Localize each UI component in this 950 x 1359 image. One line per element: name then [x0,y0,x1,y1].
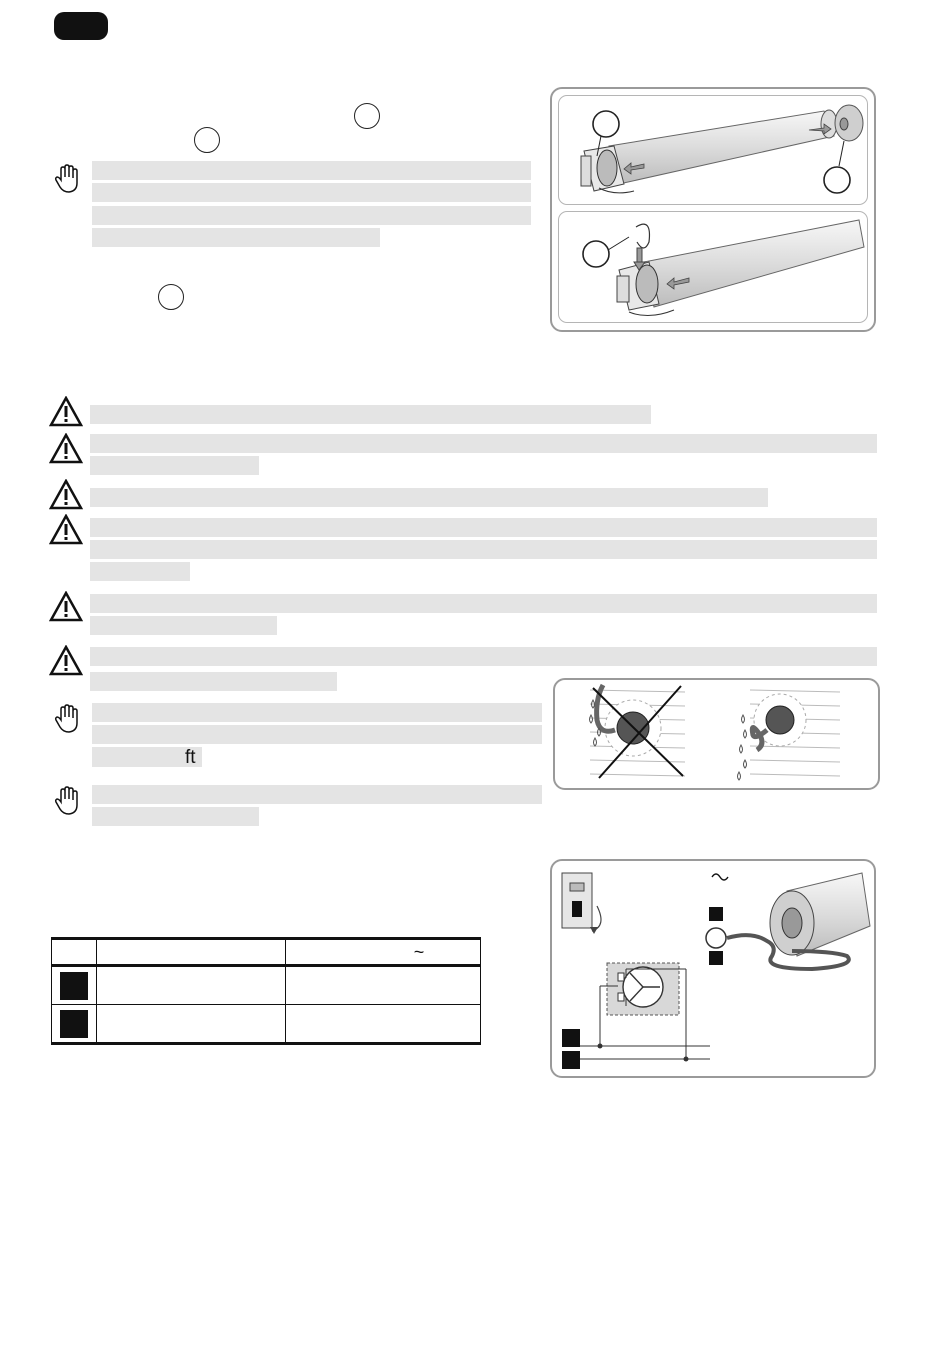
table-header-cell [52,939,97,966]
wiring-table [51,937,481,1045]
text-line [92,228,380,247]
table-cell [286,1005,481,1044]
table-cell [52,1005,97,1044]
text-line [92,206,531,225]
table-row [52,966,481,1005]
figure-step-clip [558,211,868,323]
warning-triangle-icon [49,591,83,623]
wiring-drawing [552,861,874,1076]
table-header-cell [97,939,286,966]
motor-clip-drawing [559,212,869,324]
text-line [92,161,531,180]
warning-triangle-icon [49,645,83,677]
line-marker-1 [562,1029,580,1047]
callout-circle-5 [824,167,850,193]
unit-text: ft [185,747,196,768]
text-line [92,785,542,804]
text-line [92,807,259,826]
text-line [90,672,337,691]
warning-triangle-icon [49,433,83,465]
wire-marker-1 [709,907,723,921]
figure-cable-drip-loop [553,678,880,790]
ac-symbol: ~ [413,941,425,962]
table-cell [286,966,481,1005]
hand-caution-icon [52,163,84,195]
text-line [90,540,877,559]
motor-tube-drawing [559,96,869,206]
callout-circle-3 [158,284,184,310]
text-line [90,647,877,666]
hand-caution-icon [52,703,84,735]
wire-color-swatch [60,1010,88,1038]
figure-wiring-diagram [550,859,876,1078]
table-row [52,1005,481,1044]
figure-step-insert [558,95,868,205]
line-marker-2 [562,1051,580,1069]
text-line [90,616,277,635]
table-header-row [52,939,481,966]
callout-circle-1 [354,103,380,129]
callout-circle-6 [583,241,609,267]
table-cell [52,966,97,1005]
text-line [92,183,531,202]
callout-circle-4 [593,111,619,137]
text-line [92,725,542,744]
text-line [92,703,542,722]
cable-drip-drawing [555,680,878,788]
text-line [90,456,259,475]
warning-triangle-icon [49,479,83,511]
wire-color-swatch [60,972,88,1000]
text-line [90,594,877,613]
table-cell [97,1005,286,1044]
callout-circle-2 [194,127,220,153]
table-header-ac-cell [286,939,481,966]
ac-symbol-icon [712,874,728,880]
warning-triangle-icon [49,396,83,428]
text-line [90,488,768,507]
wire-marker-2 [709,951,723,965]
figure-motor-installation [550,87,876,332]
language-badge [54,12,108,40]
hand-caution-icon [52,785,84,817]
text-line [90,405,651,424]
text-line [92,747,202,767]
warning-triangle-icon [49,514,83,546]
text-line [90,434,877,453]
table-cell [97,966,286,1005]
text-line [90,562,190,581]
text-line [90,518,877,537]
